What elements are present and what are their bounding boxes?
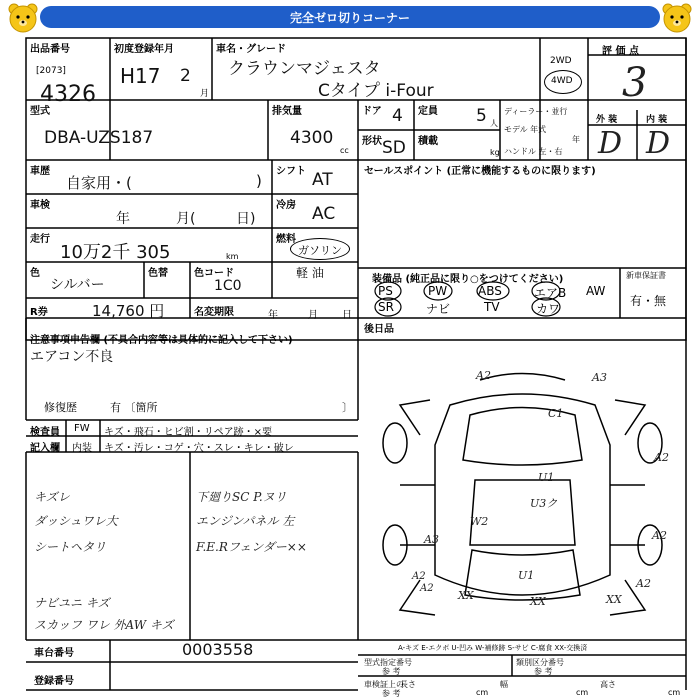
equipment-abs: ABS <box>478 284 502 298</box>
diagram-mark: A2 <box>652 529 667 542</box>
color-label: 色 <box>30 268 40 279</box>
drive-4wd: 4WD <box>551 76 573 86</box>
equipment-airbag: エアB <box>534 286 567 300</box>
shift-label: シフト <box>276 166 306 177</box>
warranty-value: 有・無 <box>630 294 667 308</box>
year-unit: 年 <box>572 135 580 144</box>
recycle-day: 日 <box>342 310 352 321</box>
handwritten-note: スカッフ ワレ 外AW キズ <box>34 618 174 632</box>
history-label: 車歴 <box>30 166 50 177</box>
body-label: 形状 <box>362 136 382 147</box>
interior-label: 内 装 <box>646 115 668 125</box>
diagram-mark: A2 <box>636 577 651 590</box>
reg-month: 2 <box>180 66 191 86</box>
model-label: 型式 <box>30 106 50 117</box>
length-label: 長さ <box>400 680 416 689</box>
rating-value: 3 <box>622 60 648 106</box>
diagram-mark: A2 <box>654 451 669 464</box>
recycle-year: 年 <box>268 310 278 321</box>
handle-label: ハンドル 左・右 <box>504 147 563 156</box>
record-label: 記入欄 <box>30 443 60 454</box>
fuel-gas: ガソリン <box>298 244 342 257</box>
rating-label: 評 価 点 <box>602 46 639 57</box>
diagram-mark: XX <box>530 595 546 608</box>
reg-label: 初度登録年月 <box>114 44 174 55</box>
classification-reference: 参 考 <box>534 667 553 676</box>
load-label: 積載 <box>418 136 438 147</box>
name-change-label: 名変期限 <box>194 307 234 318</box>
equipment-navi: ナビ <box>426 302 451 316</box>
dealer-label: ディーラー・並行 <box>504 107 568 116</box>
inspector-label: 検査員 <box>30 427 60 438</box>
doors-label: ドア <box>362 106 382 117</box>
color-value: シルバー <box>50 277 105 293</box>
load-unit: kg <box>490 148 500 157</box>
fw-label: FW <box>74 423 90 434</box>
fuel-diesel: 軽 油 <box>296 266 324 280</box>
handwritten-note: エンジンパネル 左 <box>196 514 295 528</box>
equipment-sr: SR <box>378 300 394 314</box>
color-change-label: 色替 <box>148 268 168 279</box>
height-label: 高さ <box>600 680 616 689</box>
diagram-mark: XX <box>606 593 622 606</box>
mileage-value: 10万2千 305 <box>60 242 171 263</box>
recycle-label: R券 <box>30 307 48 318</box>
width-label: 幅 <box>500 680 508 689</box>
inspection-month: 月( <box>176 211 196 227</box>
car-name: クラウンマジェスタ <box>228 59 381 79</box>
name-label: 車名・グレード <box>216 44 286 55</box>
int-items: キズ・汚レ・コゲ・穴・スレ・キレ・破レ <box>104 443 294 454</box>
width-unit: cm <box>576 688 589 697</box>
diagram-mark: XX <box>458 589 474 602</box>
classification-label: 類別区分番号 <box>516 658 564 667</box>
equipment-circles <box>360 278 620 318</box>
displacement-value: 4300 <box>290 128 334 148</box>
doors-value: 4 <box>392 106 403 126</box>
reg-year: H17 <box>120 64 161 88</box>
diagram-mark: U1 <box>538 471 555 484</box>
rear-seat-label: 後日品 <box>364 324 394 335</box>
mileage-unit: km <box>226 252 239 261</box>
color-code-value: 1C0 <box>214 278 242 294</box>
diagram-mark: A2 <box>412 571 426 582</box>
model-value: DBA-UZS187 <box>44 128 154 148</box>
capacity-value: 5 <box>476 106 487 126</box>
diagram-mark: U3ク <box>530 497 558 510</box>
chassis-label: 車台番号 <box>34 648 74 659</box>
designation-label: 型式指定番号 <box>364 658 412 667</box>
fw-items: キズ・飛石・ヒビ割・リペア跡・×要 <box>104 427 272 438</box>
recycle-month: 月 <box>308 310 318 321</box>
sales-point-label: セールスポイント (正常に機能するものに限ります) <box>364 166 596 177</box>
length-unit: cm <box>476 688 489 697</box>
handwritten-note: F.E.Rフェンダー×× <box>196 540 307 554</box>
diagram-mark: C1 <box>548 407 564 420</box>
equipment-pw: PW <box>428 284 448 298</box>
lot-label: 出品番号 <box>30 44 70 55</box>
size-reference: 参 考 <box>382 689 401 698</box>
equipment-tv: TV <box>484 300 500 314</box>
warranty-label: 新車保証書 <box>626 271 666 280</box>
reg-month-unit: 月 <box>200 89 210 99</box>
designation-reference: 参 考 <box>382 667 401 676</box>
handwritten-note: ナビユニ キズ <box>34 596 110 610</box>
exterior-value: D <box>598 126 623 161</box>
handwritten-note: 下廻りSC P.ヌリ <box>196 490 287 504</box>
model-year-label: モデル 年式 <box>504 125 547 134</box>
equipment-label: 装備品 (純正品に限り○をつけてください) <box>372 274 564 285</box>
equipment-cover: カワ <box>536 302 561 316</box>
handwritten-note: ダッシュワレ大 <box>34 514 118 528</box>
inspection-day: 日) <box>236 211 256 227</box>
inspection-year: 年 <box>116 211 130 227</box>
interior-value: D <box>646 126 671 161</box>
history-value: 自家用・( <box>66 174 132 192</box>
registration-label: 登録番号 <box>34 676 74 687</box>
displacement-unit: cc <box>340 146 349 155</box>
height-unit: cm <box>668 688 681 697</box>
mileage-label: 走行 <box>30 234 50 245</box>
fuel-label: 燃料 <box>276 234 296 245</box>
body-value: SD <box>382 138 406 158</box>
shift-value: AT <box>312 170 333 190</box>
capacity-unit: 人 <box>490 119 498 128</box>
inspection-label: 車検 <box>30 200 50 211</box>
history-close: ) <box>256 172 262 190</box>
diagram-mark: A2 <box>476 369 491 382</box>
repair-value: 有 〔箇所 <box>110 401 158 414</box>
int-label: 内装 <box>72 443 92 454</box>
notes-label: 注意事項申告欄 (不具合内容等は具体的に記入して下さい) <box>30 335 293 346</box>
diagram-mark: W2 <box>470 515 489 528</box>
exterior-label: 外 装 <box>596 115 618 125</box>
handwritten-note: シートヘタリ <box>34 540 107 554</box>
size-label: 車検証上の <box>364 680 404 689</box>
drive-2wd: 2WD <box>550 56 572 66</box>
lot-number: 4326 <box>40 82 96 107</box>
diagram-legend: A-キズ E-エクボ U-凹み W-補修跡 S-サビ C-腐食 XX-交換済 <box>398 644 588 652</box>
recycle-value: 14,760 円 <box>92 302 165 320</box>
equipment-ps: PS <box>378 284 393 298</box>
diagram-mark: A3 <box>424 533 439 546</box>
chassis-value: 0003558 <box>182 640 254 659</box>
grade: Cタイプ i-Four <box>318 81 434 101</box>
repair-close: 〕 <box>342 401 353 414</box>
notes-value: エアコン不良 <box>30 349 114 365</box>
repair-label: 修復歴 <box>44 401 77 414</box>
equipment-aw: AW <box>586 284 606 298</box>
handwritten-note: キズレ <box>34 490 70 504</box>
diagram-mark: U1 <box>518 569 535 582</box>
lot-sub: [2073] <box>36 66 66 76</box>
banner-title: 完全ゼロ切りコーナー <box>40 6 660 28</box>
car-damage-diagram <box>360 345 684 637</box>
capacity-label: 定員 <box>418 106 438 117</box>
ac-value: AC <box>312 204 336 224</box>
diagram-mark: A3 <box>592 371 607 384</box>
diagram-mark: A2 <box>420 583 434 594</box>
ac-label: 冷房 <box>276 200 296 211</box>
displacement-label: 排気量 <box>272 106 302 117</box>
color-code-label: 色コード <box>194 268 234 279</box>
